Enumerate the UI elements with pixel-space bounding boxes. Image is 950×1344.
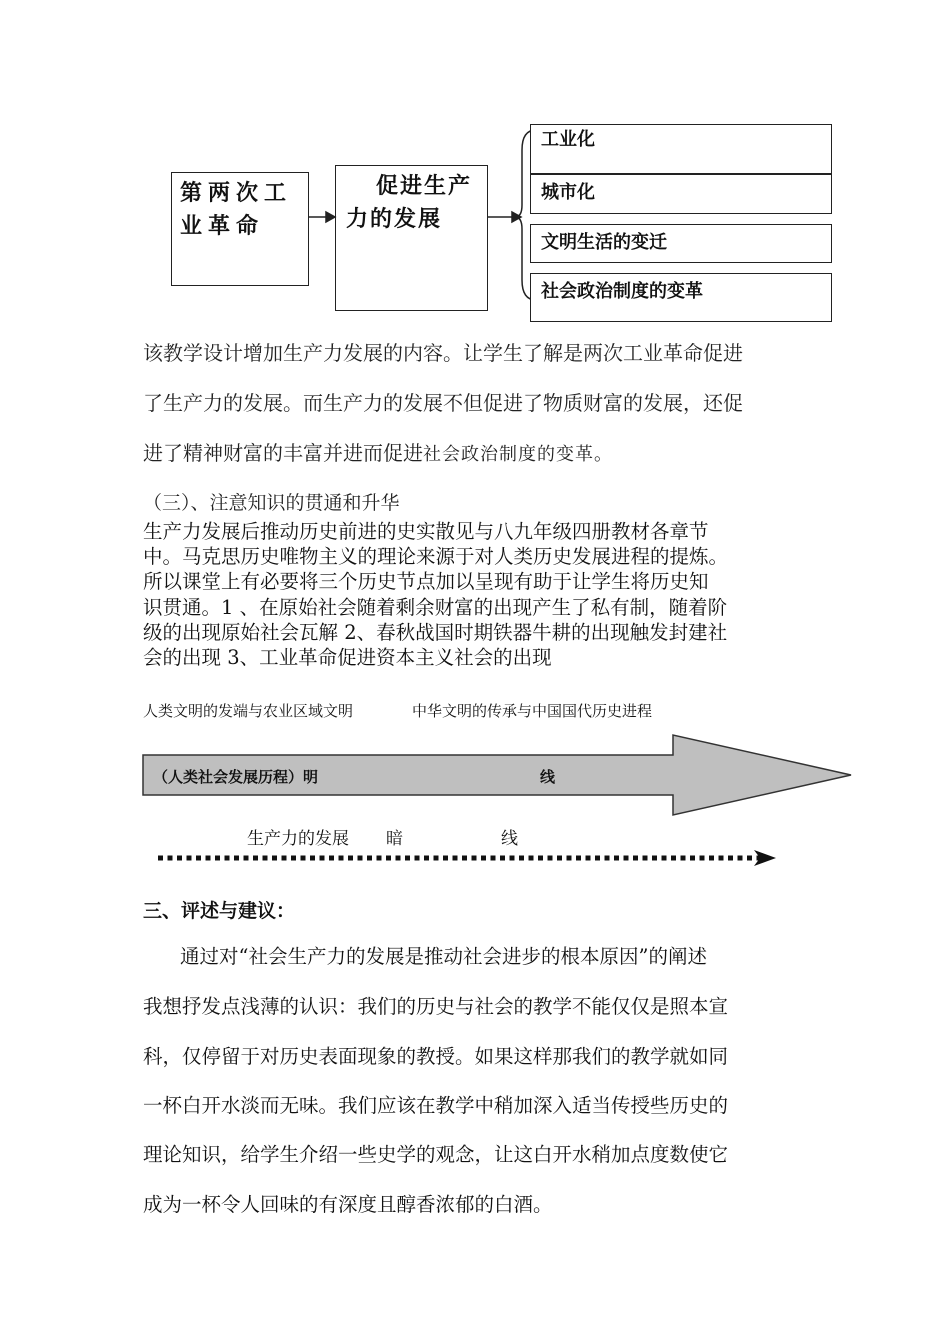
para3-line: 我想抒发点浅薄的认识：我们的历史与社会的教学不能仅仅是照本宣: [143, 995, 729, 1018]
para3-line: 理论知识，给学生介绍一些史学的观念，让这白开水稍加点度数使它: [143, 1143, 729, 1166]
timeline-label-left: 人类文明的发端与农业区域文明: [143, 702, 354, 720]
para1-line1: 该教学设计增加生产力发展的内容。让学生了解是两次工业革命促进: [143, 341, 743, 365]
para2-line: 生产力发展后推动历史前进的史实散见与八九年级四册教材各章节: [143, 520, 709, 543]
box1-text: 第两次工业革命: [180, 180, 293, 239]
box2-text: 促进生产力的发展: [346, 173, 473, 232]
para3-line: 科，仅停留于对历史表面现象的教授。如果这样那我们的教学就如同: [143, 1045, 729, 1068]
outcome-text: 文明生活的变迁: [541, 232, 667, 253]
outcome-text: 城市化: [541, 182, 595, 203]
outcome-text: 社会政治制度的变革: [541, 281, 703, 302]
para1-line3a: 进了精神财富的丰富并进而促进: [143, 441, 423, 465]
para3-line: 通过对“社会生产力的发展是推动社会进步的根本原因”的阐述: [180, 945, 707, 968]
dotted-label: 生产力的发展: [247, 829, 349, 849]
para2-line: 级的出现原始社会瓦解 2、春秋战国时期铁器牛耕的出现触发封建社: [143, 621, 728, 644]
para2-line: 中。马克思历史唯物主义的理论来源于对人类历史发展进程的提炼。: [143, 545, 729, 568]
arrow-text: （人类社会发展历程）明: [153, 768, 319, 786]
section-heading-3: （三）、注意知识的贯通和升华: [143, 492, 400, 514]
dotted-xian: 线: [501, 829, 518, 849]
timeline-label-right: 中华文明的传承与中国国代历史进程: [412, 702, 653, 720]
para1-line3b: 社会政治制度的变革。: [423, 444, 613, 465]
para2-line: 会的出现 3、工业革命促进资本主义社会的出现: [143, 646, 552, 669]
dotted-an: 暗: [386, 829, 403, 849]
outcome-text: 工业化: [541, 129, 595, 150]
arrow-text2: 线: [540, 768, 556, 786]
para3-line: 成为一杯令人回味的有深度且醇香浓郁的白酒。: [143, 1193, 553, 1216]
para1-line2: 了生产力的发展。而生产力的发展不但促进了物质财富的发展，还促: [143, 391, 743, 415]
para2-line: 所以课堂上有必要将三个历史节点加以呈现有助于让学生将历史知: [143, 570, 709, 593]
para2-line: 识贯通。1 、在原始社会随着剩余财富的出现产生了私有制，随着阶: [143, 596, 728, 619]
para3-line: 一杯白开水淡而无味。我们应该在教学中稍加深入适当传授些历史的: [143, 1094, 729, 1117]
heading-comments: 三、评述与建议：: [143, 900, 296, 922]
